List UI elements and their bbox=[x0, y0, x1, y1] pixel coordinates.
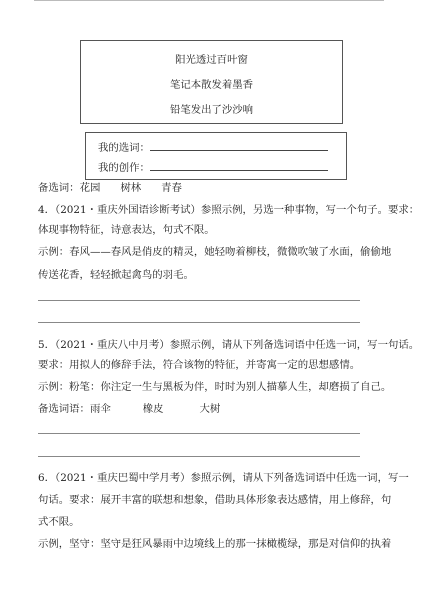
q6-title-line-2: 句话。要求：展开丰富的联想和想象，借助具体形象表达感情，用上修辞，句 bbox=[38, 494, 392, 506]
q5-requirement: 要求：用拟人的修辞手法，符合该物的特征，并寄寓一定的思想感情。 bbox=[38, 359, 361, 371]
q5-word-1: 雨伞 bbox=[89, 403, 111, 415]
q5-answer-line-1[interactable] bbox=[38, 433, 360, 434]
my-creation-label: 我的创作： bbox=[98, 162, 150, 174]
q3-word-1: 花园 bbox=[79, 182, 101, 194]
q3-word-2: 树林 bbox=[120, 182, 142, 194]
q6-title-line-3: 式不限。 bbox=[38, 516, 80, 528]
poem-line-3: 铅笔发出了沙沙响 bbox=[169, 104, 254, 116]
q5-word-3: 大树 bbox=[199, 403, 221, 415]
q5-word-2: 橡皮 bbox=[142, 403, 164, 415]
q4-example-line-2: 传送花香，轻轻掀起禽鸟的羽毛。 bbox=[38, 269, 194, 281]
q6-example: 示例，坚守：坚守是狂风暴雨中边境线上的那一抹橄榄绿，那是对信仰的执着 bbox=[38, 538, 392, 550]
q3-options bbox=[38, 181, 182, 195]
q4-example-line-1: 示例：春风——春风是俏皮的精灵，她轻吻着柳枝，微微吹皱了水面，偷偷地 bbox=[38, 246, 392, 258]
example-poem-box bbox=[80, 40, 343, 124]
q5-title: 5．（2021・重庆八中月考）参照示例，请从下列备选词语中任选一词，写一句话。 bbox=[38, 339, 420, 351]
q4-title: 4．（2021・重庆外国语诊断考试）参照示例，另选一种事物，写一个句子。要求： bbox=[38, 204, 420, 216]
poem-line-2: 笔记本散发着墨香 bbox=[169, 79, 254, 91]
q6-title-line-1: 6．（2021・重庆巴蜀中学月考）参照示例，请从下列备选词语中任选一词，写一 bbox=[38, 472, 409, 484]
q4-requirement: 体现事物特征，诗意表达，句式不限。 bbox=[38, 224, 215, 236]
my-word-label: 我的选词： bbox=[98, 142, 150, 154]
q5-example: 示例：粉笔：你注定一生与黑板为伴，时时为别人描摹人生，却磨损了自己。 bbox=[38, 381, 392, 393]
my-creation-blank[interactable] bbox=[150, 160, 328, 171]
answer-box bbox=[85, 132, 347, 180]
my-word-blank[interactable] bbox=[150, 140, 328, 151]
top-border bbox=[34, 0, 384, 1]
q3-word-3: 青春 bbox=[161, 182, 182, 194]
q4-answer-line-1[interactable] bbox=[38, 300, 360, 301]
q5-options bbox=[38, 402, 220, 416]
my-creation-row bbox=[98, 160, 328, 175]
q5-options-label: 备选词语： bbox=[38, 403, 90, 415]
q4-answer-line-2[interactable] bbox=[38, 322, 360, 323]
my-word-row bbox=[98, 140, 328, 155]
q3-options-label: 备选词： bbox=[38, 182, 80, 194]
poem-line-1: 阳光透过百叶窗 bbox=[175, 54, 248, 66]
q5-answer-line-2[interactable] bbox=[38, 456, 360, 457]
